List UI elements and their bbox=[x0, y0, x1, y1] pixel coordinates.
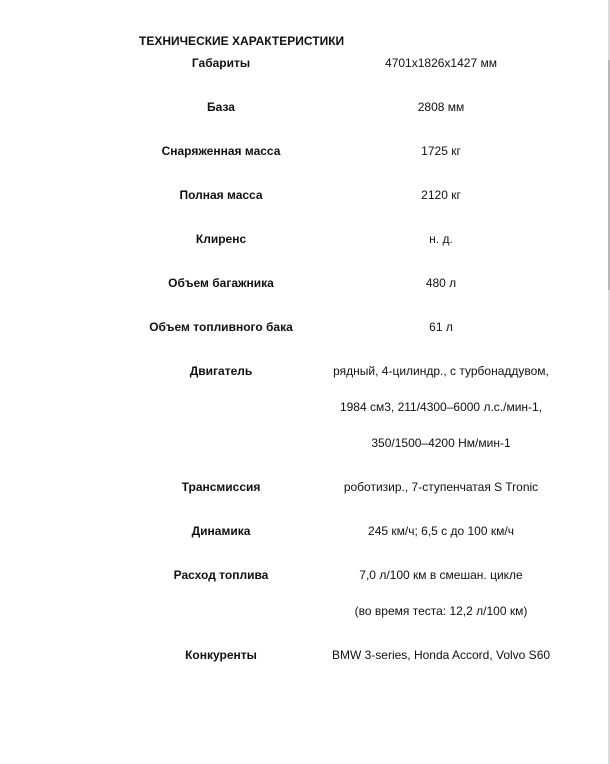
spec-value-line: н. д. bbox=[429, 232, 453, 246]
spec-row-fuel-consumption bbox=[116, 566, 556, 620]
spec-label: Полная масса bbox=[179, 188, 263, 202]
spec-value-line: 480 л bbox=[425, 276, 457, 290]
spec-value bbox=[326, 274, 556, 292]
spec-value bbox=[326, 478, 556, 496]
spec-value-line: 1725 кг bbox=[421, 144, 461, 158]
spec-label: Клиренс bbox=[195, 232, 247, 246]
spec-value bbox=[326, 54, 556, 72]
spec-label: Динамика bbox=[191, 524, 251, 538]
spec-row-curb-weight bbox=[116, 142, 556, 160]
spec-row-transmission bbox=[116, 478, 556, 496]
spec-value-line: 245 км/ч; 6,5 с до 100 км/ч bbox=[368, 524, 514, 538]
spec-value-line: BMW 3-series, Honda Accord, Volvo S60 bbox=[331, 648, 551, 662]
spec-label: Расход топлива bbox=[173, 568, 269, 582]
spec-row-dimensions bbox=[116, 54, 556, 72]
spec-title: ТЕХНИЧЕСКИЕ ХАРАКТЕРИСТИКИ bbox=[139, 34, 345, 48]
spec-row-trunk bbox=[116, 274, 556, 292]
spec-row-wheelbase bbox=[116, 98, 556, 116]
spec-value-line: 61 л bbox=[429, 320, 453, 334]
spec-value bbox=[326, 186, 556, 204]
spec-value-line: (во время теста: 12,2 л/100 км) bbox=[354, 604, 528, 618]
spec-row-fuel-tank bbox=[116, 318, 556, 336]
spec-value-line: 7,0 л/100 км в смешан. цикле bbox=[359, 568, 523, 582]
spec-value-line: рядный, 4-цилиндр., с турбонаддувом, bbox=[333, 364, 549, 378]
spec-label: Габариты bbox=[191, 56, 251, 70]
spec-value bbox=[326, 318, 556, 336]
spec-label: Объем топливного бака bbox=[149, 320, 293, 334]
spec-value bbox=[326, 98, 556, 116]
spec-row-performance bbox=[116, 522, 556, 540]
spec-value-line: 2808 мм bbox=[417, 100, 465, 114]
spec-label: Двигатель bbox=[189, 364, 253, 378]
spec-row-competitors bbox=[116, 646, 556, 664]
spec-value-line: 4701х1826х1427 мм bbox=[385, 56, 497, 70]
spec-table bbox=[116, 54, 556, 664]
spec-value-line: роботизир., 7-ступенчатая S Tronic bbox=[343, 480, 539, 494]
spec-value bbox=[326, 566, 556, 620]
spec-label: Снаряженная масса bbox=[161, 144, 281, 158]
spec-label: Трансмиссия bbox=[181, 480, 261, 494]
spec-row-engine bbox=[116, 362, 556, 452]
spec-row-gross-weight bbox=[116, 186, 556, 204]
spec-value bbox=[326, 230, 556, 248]
spec-value-line: 350/1500–4200 Нм/мин-1 bbox=[371, 436, 511, 450]
spec-value bbox=[326, 362, 556, 452]
spec-label: Конкуренты bbox=[185, 648, 257, 662]
spec-value-line: 1984 см3, 211/4300–6000 л.с./мин-1, bbox=[339, 400, 543, 414]
spec-value-line: 2120 кг bbox=[421, 188, 461, 202]
spec-row-clearance bbox=[116, 230, 556, 248]
spec-label: База bbox=[207, 100, 235, 114]
spec-value bbox=[326, 522, 556, 540]
spec-value bbox=[326, 142, 556, 160]
spec-value bbox=[326, 646, 556, 664]
spec-label: Объем багажника bbox=[168, 276, 274, 290]
